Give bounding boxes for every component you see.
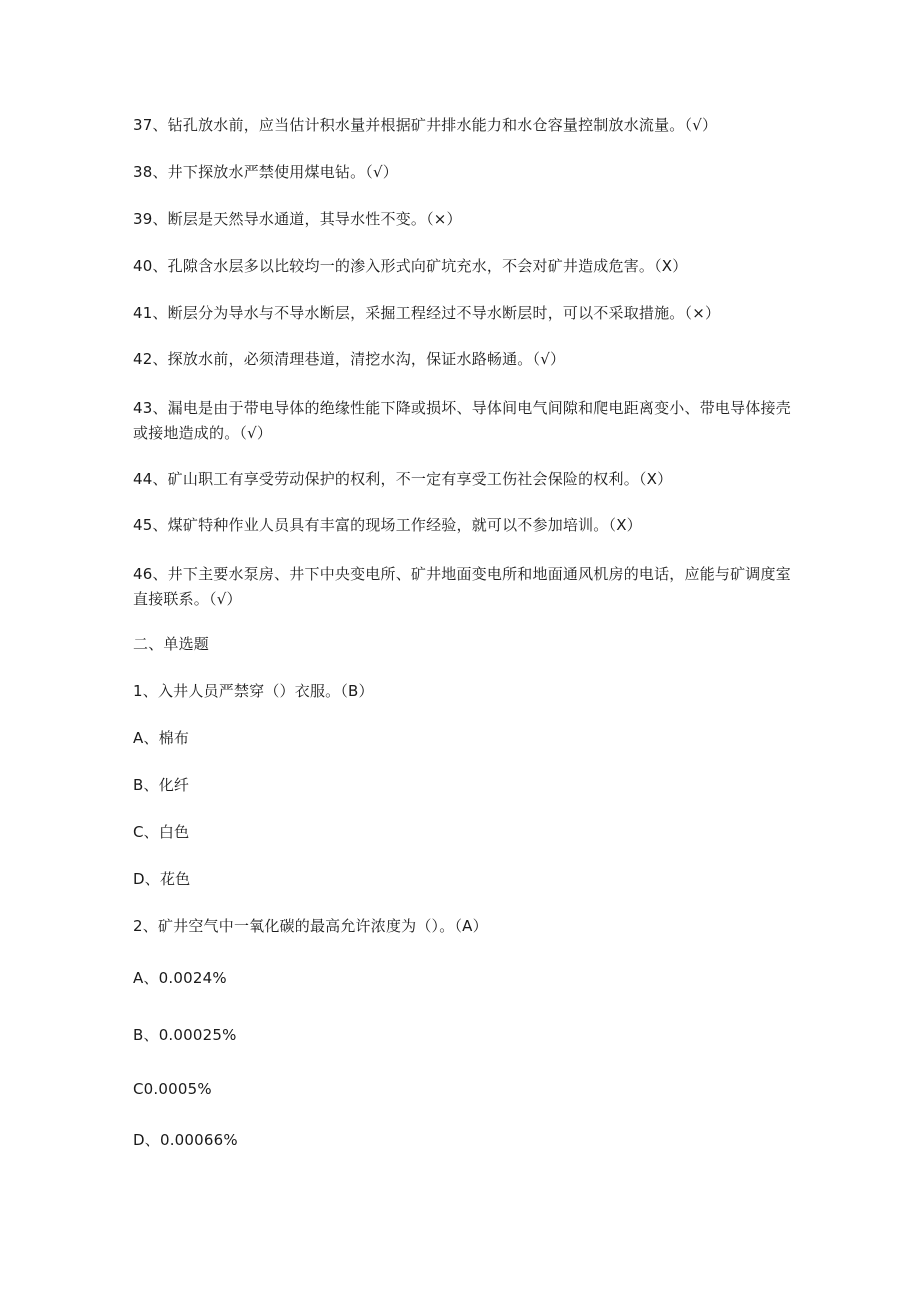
question-1-option-a: A、棉布	[133, 729, 190, 747]
judgement-item-44: 44、矿山职工有享受劳动保护的权利，不一定有享受工伤社会保险的权利。（X）	[133, 470, 673, 488]
question-1-option-c: C、白色	[133, 823, 190, 841]
judgement-item-40: 40、孔隙含水层多以比较均一的渗入形式向矿坑充水，不会对矿井造成危害。（X）	[133, 257, 688, 275]
question-2-option-c: C0.0005%	[133, 1080, 212, 1098]
question-2-option-b: B、0.00025%	[133, 1026, 237, 1044]
section-heading: 二、单选题	[133, 635, 210, 653]
judgement-item-43: 43、漏电是由于带电导体的绝缘性能下降或损坏、导体间电气间隙和爬电距离变小、带电导体接壳或接地造成的。（√）	[133, 399, 791, 442]
judgement-item-38: 38、井下探放水严禁使用煤电钻。（√）	[133, 163, 398, 181]
question-2-stem: 2、矿井空气中一氧化碳的最高允许浓度为（）。（A）	[133, 917, 488, 935]
judgement-item-39: 39、断层是天然导水通道，其导水性不变。（×）	[133, 210, 462, 228]
judgement-item-37: 37、钻孔放水前，应当估计积水量并根据矿井排水能力和水仓容量控制放水流量。（√）	[133, 116, 718, 134]
question-2-option-a: A、0.0024%	[133, 969, 227, 987]
question-1-option-b: B、化纤	[133, 776, 190, 794]
judgement-item-41: 41、断层分为导水与不导水断层，采掘工程经过不导水断层时，可以不采取措施。（×）	[133, 304, 721, 322]
question-1-stem: 1、入井人员严禁穿（）衣服。（B）	[133, 682, 374, 700]
judgement-item-46: 46、井下主要水泵房、井下中央变电所、矿井地面变电所和地面通风机房的电话，应能与矿调度室直接联系。（√）	[133, 565, 791, 608]
question-1-option-d: D、花色	[133, 870, 191, 888]
judgement-item-42: 42、探放水前，必须清理巷道，清挖水沟，保证水路畅通。（√）	[133, 350, 566, 368]
judgement-item-45: 45、煤矿特种作业人员具有丰富的现场工作经验，就可以不参加培训。（X）	[133, 516, 642, 534]
question-2-option-d: D、0.00066%	[133, 1131, 238, 1149]
